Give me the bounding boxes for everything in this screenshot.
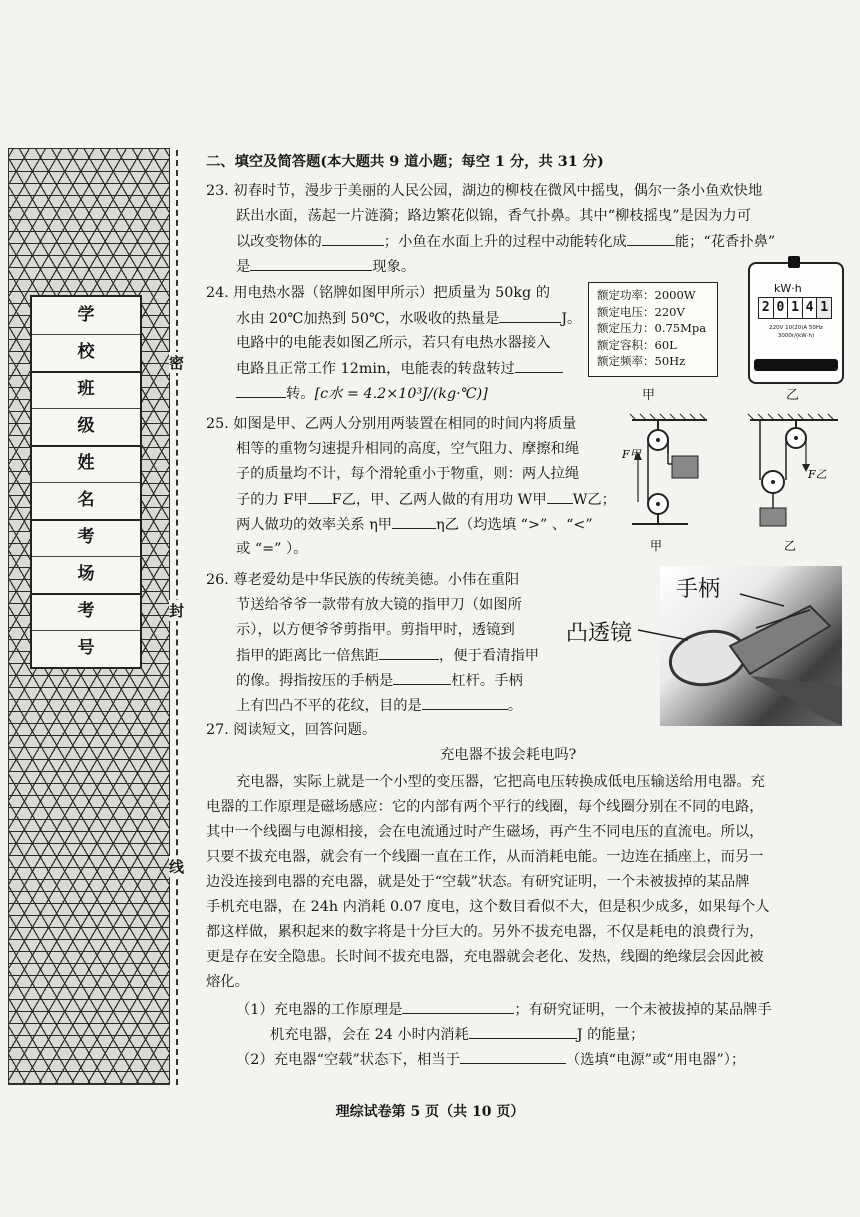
q25-line2: 相等的重物匀速提升相同的高度，空气阻力、摩擦和绳 xyxy=(236,441,580,457)
q25-line4: 子的力 F甲 F乙，甲、乙两人做的有用功 W甲 W乙； xyxy=(236,489,616,510)
label-handle-pointer xyxy=(706,580,786,610)
q27-sub1-line1: （1）充电器的工作原理是 ；有研究证明，一个未被拔掉的某品牌手 xyxy=(236,999,772,1020)
student-info-box xyxy=(30,295,142,669)
q24-line5: 转。[c水 = 4.2×10³J/(kg·℃)] xyxy=(236,383,488,404)
electric-meter: kW·h 2 0 1 4 1 220V 10(20)A 50Hz 3000r/(kW·h) xyxy=(748,262,844,384)
q27-para-line4: 只要不拔充电器，就会有一个线圈一直在工作，从而消耗电能。一边连在插座上，而另一 xyxy=(206,849,764,865)
q27-blank-1[interactable] xyxy=(402,999,514,1014)
force-label-jia: F甲 xyxy=(622,448,641,461)
q27-para-line5: 边没连接到电器的充电器，就是处于“空载”状态。有研究证明，一个未被拔掉的某品牌 xyxy=(206,874,750,890)
q23-blank-2[interactable] xyxy=(627,231,675,246)
q24-line2: 水由 20℃加热到 50℃，水吸收的热量是 J。 xyxy=(236,308,581,329)
room-blank[interactable] xyxy=(32,556,140,595)
q27-sub2-line1: （2）充电器“空载”状态下，相当于 （选填“电源”或“用电器”）； xyxy=(236,1049,745,1070)
q25-line5: 两人做功的效率关系 η甲 η乙（均选填 “>” 、“<” xyxy=(236,514,593,535)
q25-caption-jia: 甲 xyxy=(650,539,663,553)
q26-blank-3[interactable] xyxy=(422,695,508,710)
q24-line1: 24. 用电热水器（铭牌如图甲所示）把质量为 50kg 的 xyxy=(206,285,551,301)
binding-char-xian: 线 xyxy=(169,858,185,876)
q24-blank-1[interactable] xyxy=(499,308,561,323)
q27-line1: 27. 阅读短文，回答问题。 xyxy=(206,722,377,738)
school-blank[interactable] xyxy=(32,334,140,373)
page-footer: 理综试卷第 5 页（共 10 页） xyxy=(335,1104,525,1120)
q25-blank-2[interactable] xyxy=(547,489,573,504)
q27-para-line3: 其中一个线圈与电源相接，会在电流通过时产生磁场，再产生不同电压的直流电。所以， xyxy=(206,824,764,840)
q26-blank-1[interactable] xyxy=(379,645,439,660)
q24-line4: 电路且正常工作 12min，电能表的转盘转过 xyxy=(236,358,563,379)
q24-blank-2a[interactable] xyxy=(515,358,563,373)
binding-char-feng: 封 xyxy=(169,602,185,620)
q23-line4: 是 现象。 xyxy=(236,256,415,277)
q27-para-line6: 手机充电器，在 24h 内消耗 0.07 度电，这个数目看似不大，但是积少成多，如果每个人 xyxy=(206,899,770,915)
q27-sub1-line2: 机充电器，会在 24 小时内消耗 J 的能量； xyxy=(270,1024,644,1045)
q25-blank-1[interactable] xyxy=(308,489,332,504)
q25-line1: 25. 如图是甲、乙两人分别用两装置在相同的时间内将质量 xyxy=(206,416,577,432)
q24-caption-yi: 乙 xyxy=(786,388,800,403)
q27-blank-3[interactable] xyxy=(460,1049,566,1064)
q23-blank-1[interactable] xyxy=(322,231,384,246)
q23-line1: 23. 初春时节，漫步于美丽的人民公园，湖边的柳枝在微风中摇曳，偶尔一条小鱼欢快地 xyxy=(206,183,763,199)
class-blank[interactable] xyxy=(32,408,140,447)
name-label-row: 姓 名 xyxy=(32,445,140,483)
binding-char-mi: 密 xyxy=(169,354,185,372)
exam-number-blank[interactable] xyxy=(32,630,140,667)
q27-para-line7: 都这样做，累积起来的数字将是十分巨大的。另外不拔充电器，不仅是耗电的浪费行为， xyxy=(206,924,764,940)
force-label-yi: F乙 xyxy=(808,468,827,481)
q27-article-title: 充电器不拔会耗电吗? xyxy=(440,747,577,763)
pulley-diagram xyxy=(612,412,848,560)
class-label-row: 班 级 xyxy=(32,371,140,409)
label-lens-pointer xyxy=(630,620,690,650)
water-heater-nameplate: 额定功率：2000W 额定电压：220V 额定压力：0.75Mpa 额定容积：60L 额定频率：50Hz xyxy=(588,282,718,377)
label-convex-lens: 凸透镜 xyxy=(566,621,633,646)
q27-para-line9: 熔化。 xyxy=(206,974,249,990)
meter-hook-icon xyxy=(788,256,800,268)
exam-number-label-row: 考 号 xyxy=(32,593,140,631)
q26-line5: 的像。拇指按压的手柄是 杠杆。手柄 xyxy=(236,670,523,691)
q26-line1: 26. 尊老爱幼是中华民族的传统美德。小伟在重阳 xyxy=(206,572,520,588)
q25-blank-3[interactable] xyxy=(392,514,436,529)
room-label-row: 考 场 xyxy=(32,519,140,557)
q26-line3: 示），以方便爷爷剪指甲。剪指甲时，透镜到 xyxy=(236,622,515,638)
q26-line4: 指甲的距离比一倍焦距 ，便于看清指甲 xyxy=(236,645,539,666)
q27-para-line1: 充电器，实际上就是一个小型的变压器，它把高电压转换成低电压输送给用电器。充 xyxy=(236,774,765,790)
q26-line2: 节送给爷爷一款带有放大镜的指甲刀（如图所 xyxy=(236,597,522,613)
q26-line6: 上有凹凸不平的花纹，目的是 。 xyxy=(236,695,522,716)
section-header: 二、填空及简答题(本大题共 9 道小题；每空 1 分，共 31 分) xyxy=(206,154,604,170)
q26-blank-2[interactable] xyxy=(393,670,451,685)
meter-base xyxy=(754,359,838,371)
q27-para-line2: 电器的工作原理是磁场感应：它的内部有两个平行的线圈，每个线圈分别在不同的电路， xyxy=(206,799,764,815)
label-handle: 手柄 xyxy=(676,577,721,602)
q27-blank-2[interactable] xyxy=(469,1024,577,1039)
q25-line6: 或 “=” ）。 xyxy=(236,541,308,557)
q25-caption-yi: 乙 xyxy=(784,539,797,553)
school-label-row: 学 校 xyxy=(32,297,140,335)
q24-line3: 电路中的电能表如图乙所示，若只有电热水器接入 xyxy=(236,335,551,351)
name-blank[interactable] xyxy=(32,482,140,521)
q23-line2: 跃出水面，荡起一片涟漪；路边繁花似锦，香气扑鼻。其中“柳枝摇曳”是因为力可 xyxy=(236,208,752,224)
q24-blank-2b[interactable] xyxy=(236,383,286,398)
q24-caption-jia: 甲 xyxy=(642,388,656,403)
q25-line3: 子的质量均不计，每个滑轮重小于物重，则：两人拉绳 xyxy=(236,466,580,482)
q23-blank-3[interactable] xyxy=(250,256,372,271)
q23-line3: 以改变物体的 ；小鱼在水面上升的过程中动能转化成 能；“花香扑鼻” xyxy=(236,231,775,252)
q27-para-line8: 更是存在安全隐患。长时间不拔充电器，充电器就会老化、发热，线圈的绝缘层会因此被 xyxy=(206,949,764,965)
meter-display: 2 0 1 4 1 xyxy=(758,297,832,319)
